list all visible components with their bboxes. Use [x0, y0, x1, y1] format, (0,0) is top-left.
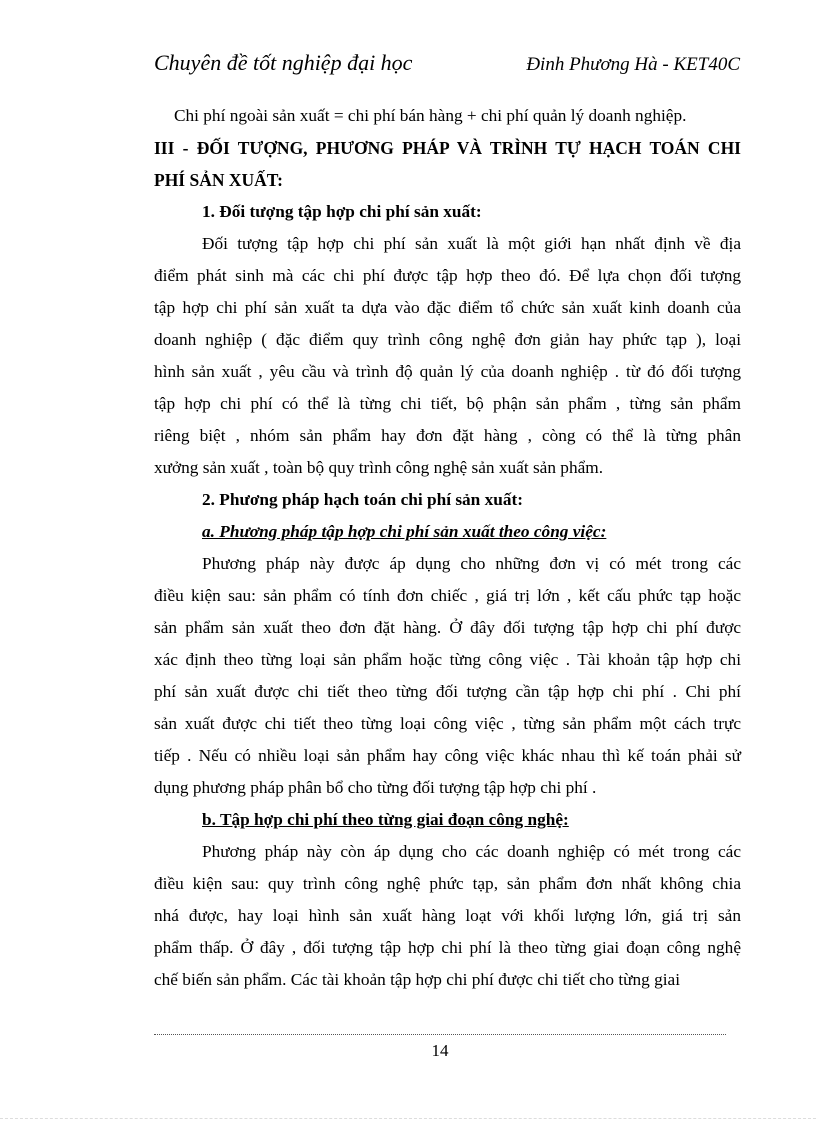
- paragraph-line: hình sản xuất , yêu cầu và trình độ quản lý của doanh nghiệp . từ đó đối tượng: [154, 362, 741, 381]
- paragraph-line: điểm phát sinh mà các chi phí được tập hợp theo đó. Để lựa chọn đối tượng: [154, 266, 741, 285]
- heading-costing-method: 2. Phương pháp hạch toán chi phí sản xuất:: [202, 490, 524, 509]
- paragraph-line: sản phẩm sản xuất theo đơn đặt hàng. Ở đây đối tượng tập hợp chi phí được: [154, 618, 741, 637]
- paragraph-line: tập hợp chi phí sản xuất ta dựa vào đặc điểm tổ chức sản xuất kinh doanh của: [154, 298, 741, 317]
- paragraph-line: nhá được, hay loại hình sản xuất hàng loạt với khối lượng lớn, giá trị sản: [154, 906, 741, 925]
- page-number: 14: [431, 1041, 449, 1060]
- paragraph-line: sản xuất được chi tiết theo từng loại công việc , từng sản phẩm một cách trực: [154, 714, 741, 733]
- paragraph-line: xưởng sản xuất , toàn bộ quy trình công nghệ sản xuất sản phẩm.: [154, 458, 604, 477]
- subheading-job-costing: a. Phương pháp tập hợp chi phí sản xuất theo công việc:: [202, 522, 607, 541]
- section-title-line: PHÍ SẢN XUẤT:: [154, 170, 283, 190]
- page-header: [154, 50, 740, 84]
- cost-formula: Chi phí ngoài sản xuất = chi phí bán hàng + chi phí quản lý doanh nghiệp.: [174, 106, 687, 125]
- paragraph-line: Đối tượng tập hợp chi phí sản xuất là một giới hạn nhất định về địa: [202, 234, 741, 253]
- page-body: [154, 100, 741, 996]
- section-title-line: III - ĐỐI TƯỢNG, PHƯƠNG PHÁP VÀ TRÌNH TỰ HẠCH TOÁN CHI: [154, 138, 741, 158]
- paragraph-line: điều kiện sau: quy trình công nghệ phức tạp, sản phẩm đơn nhất không chia: [154, 874, 741, 893]
- paragraph-line: tập hợp chi phí có thể là từng chi tiết, bộ phận sản phẩm , từng sản phẩm: [154, 394, 741, 413]
- paragraph-line: xác định theo từng loại sản phẩm hoặc từng công việc . Tài khoản tập hợp chi: [154, 650, 741, 669]
- page-bottom-edge: [0, 1118, 816, 1119]
- paragraph-line: phẩm thấp. Ở đây , đối tượng tập hợp chi phí là theo từng giai đoạn công nghệ: [154, 938, 741, 957]
- paragraph-line: riêng biệt , nhóm sản phẩm hay đơn đặt hàng , còng có thể là từng phân: [154, 426, 741, 445]
- paragraph-line: tiếp . Nếu có nhiều loại sản phẩm hay công việc khác nhau thì kế toán phải sử: [154, 746, 741, 765]
- paragraph-line: Phương pháp này được áp dụng cho những đơn vị có mét trong các: [202, 554, 741, 573]
- paragraph-line: chế biến sản phẩm. Các tài khoản tập hợp chi phí được chi tiết cho từng giai: [154, 970, 681, 989]
- heading-object-of-costing: 1. Đối tượng tập hợp chi phí sản xuất:: [202, 202, 482, 221]
- subheading-process-costing: b. Tập hợp chi phí theo từng giai đoạn công nghệ:: [202, 810, 569, 829]
- header-title: Chuyên đề tốt nghiệp đại học: [154, 50, 413, 75]
- header-author: Đinh Phương Hà - KET40C: [526, 54, 740, 75]
- paragraph-line: Phương pháp này còn áp dụng cho các doanh nghiệp có mét trong các: [202, 842, 741, 861]
- paragraph-line: doanh nghiệp ( đặc điểm quy trình công nghệ đơn giản hay phức tạp ), loại: [154, 330, 741, 349]
- footer-divider: [154, 1034, 726, 1035]
- paragraph-line: phí sản xuất được chi tiết theo từng đối tượng cần tập hợp chi phí . Chi phí: [154, 682, 741, 701]
- paragraph-line: dụng phương pháp phân bổ cho từng đối tượng tập hợp chi phí .: [154, 778, 597, 797]
- paragraph-line: điều kiện sau: sản phẩm có tính đơn chiếc , giá trị lớn , kết cấu phức tạp hoặc: [154, 586, 741, 605]
